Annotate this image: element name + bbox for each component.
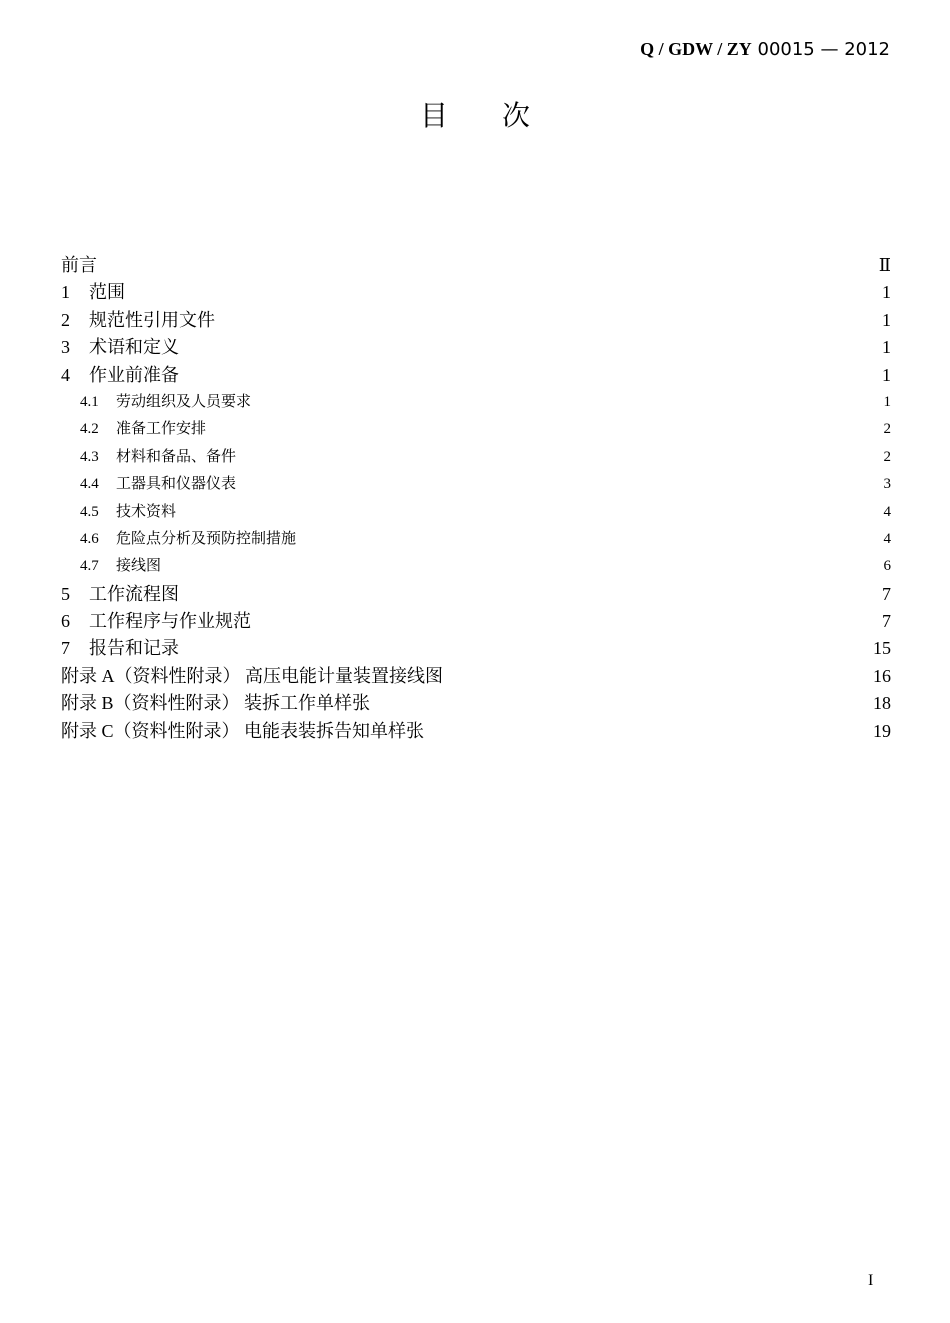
toc-entry-title: [80, 444, 236, 471]
toc-entry-title: [61, 334, 179, 361]
toc-entry-number: 7: [61, 638, 70, 659]
toc-entry-title: [80, 553, 161, 580]
toc-entry-title: [61, 718, 424, 745]
toc-entry-label: 作业前准备: [89, 364, 179, 385]
toc-entry-title: [61, 635, 179, 662]
toc-entry-label: 技术资料: [116, 503, 177, 520]
toc-entry-page: 15: [873, 638, 891, 659]
toc-entry[interactable]: [61, 690, 891, 717]
toc-entry-page: 1: [883, 393, 891, 410]
toc-entry-label: 附录 A（资料性附录） 高压电能计量装置接线图: [61, 665, 443, 686]
document-code-prefix: Q / GDW / ZY: [640, 39, 752, 59]
toc-entry-number: 4.7: [80, 558, 99, 575]
toc-entry-label: 工器具和仪器仪表: [116, 476, 237, 493]
toc-entry-label: 术语和定义: [89, 337, 179, 358]
toc-entry-label: 接线图: [116, 558, 162, 575]
toc-entry-page: 4: [883, 530, 891, 547]
document-code: [640, 39, 890, 60]
toc-subentry[interactable]: [61, 471, 891, 498]
toc-entry-page: 7: [882, 611, 891, 632]
toc-entry-page: 3: [883, 476, 891, 493]
toc-entry-label: 材料和备品、备件: [116, 448, 237, 465]
toc-subentry[interactable]: [61, 526, 891, 553]
toc-entry-page: 19: [873, 720, 891, 741]
toc-entry[interactable]: [61, 362, 891, 389]
toc-entry-number: 4.3: [80, 448, 99, 465]
toc-subentry[interactable]: [61, 389, 891, 416]
toc-entry-page: 18: [873, 693, 891, 714]
toc-entry[interactable]: [61, 608, 891, 635]
toc-entry-page: 2: [883, 448, 891, 465]
toc-entry-number: 5: [61, 583, 70, 604]
toc-entry-page: 4: [883, 503, 891, 520]
toc-entry-title: [61, 307, 215, 334]
toc-entry-label: 准备工作安排: [116, 421, 207, 438]
toc-entry-title: [61, 581, 179, 608]
toc-entry[interactable]: [61, 635, 891, 662]
toc-entry-label: 工作程序与作业规范: [89, 611, 251, 632]
toc-subentry[interactable]: [61, 416, 891, 443]
toc-entry-label: 附录 C（资料性附录） 电能表装拆告知单样张: [61, 720, 425, 741]
toc-subentry[interactable]: [61, 444, 891, 471]
toc-entry-label: 危险点分析及预防控制措施: [116, 530, 297, 547]
toc-entry[interactable]: [61, 279, 891, 306]
toc-entry[interactable]: [61, 307, 891, 334]
toc-entry[interactable]: [61, 581, 891, 608]
toc-entry-title: [61, 279, 125, 306]
page-title: 目次: [419, 99, 584, 132]
toc-entry-number: 4.2: [80, 421, 99, 438]
toc-entry-title: [80, 526, 296, 553]
toc-entry-page: 1: [882, 282, 891, 303]
toc-entry-title: [61, 252, 97, 279]
toc-entry-label: 报告和记录: [89, 638, 179, 659]
toc-entry-title: [61, 663, 443, 690]
toc-entry-page: 2: [883, 421, 891, 438]
toc-entry-number: 4.6: [80, 530, 99, 547]
toc-entry[interactable]: [61, 663, 891, 690]
toc-entry-title: [80, 471, 236, 498]
toc-entry[interactable]: [61, 334, 891, 361]
toc-entry-title: [80, 389, 251, 416]
toc-subentry[interactable]: [61, 553, 891, 580]
toc-entry[interactable]: [61, 718, 891, 745]
document-code-number: 00015 — 2012: [751, 39, 890, 60]
toc-entry-page: 1: [882, 309, 891, 330]
toc-entry-number: 4.5: [80, 503, 99, 520]
toc-entry-label: 附录 B（资料性附录） 装拆工作单样张: [61, 693, 371, 714]
toc-entry-number: 1: [61, 282, 70, 303]
toc-subentry[interactable]: [61, 499, 891, 526]
toc-entry-page: 16: [873, 665, 891, 686]
toc-entry-label: 前言: [61, 255, 97, 275]
toc-entry-title: [61, 362, 179, 389]
toc-entry-number: 4.1: [80, 393, 99, 410]
toc-entry-label: 范围: [89, 282, 125, 303]
toc-entry-label: 工作流程图: [89, 583, 179, 604]
toc-entry-title: [61, 690, 370, 717]
toc-entry-number: 4: [61, 364, 70, 385]
toc-entry-label: 规范性引用文件: [89, 309, 215, 330]
toc-entry-number: 3: [61, 337, 70, 358]
toc-entry-title: [61, 608, 251, 635]
toc-entry-page: 7: [882, 583, 891, 604]
toc-entry[interactable]: [61, 252, 891, 279]
toc-entry-title: [80, 499, 176, 526]
page-number: I: [868, 1272, 874, 1289]
toc-entry-number: 4.4: [80, 476, 99, 493]
table-of-contents: [61, 252, 891, 745]
toc-entry-page: Ⅱ: [878, 255, 891, 275]
toc-entry-page: 1: [882, 337, 891, 358]
toc-entry-page: 6: [883, 558, 891, 575]
toc-entry-number: 6: [61, 611, 70, 632]
toc-entry-page: 1: [882, 364, 891, 385]
toc-entry-label: 劳动组织及人员要求: [116, 393, 252, 410]
toc-entry-title: [80, 416, 206, 443]
toc-entry-number: 2: [61, 309, 70, 330]
